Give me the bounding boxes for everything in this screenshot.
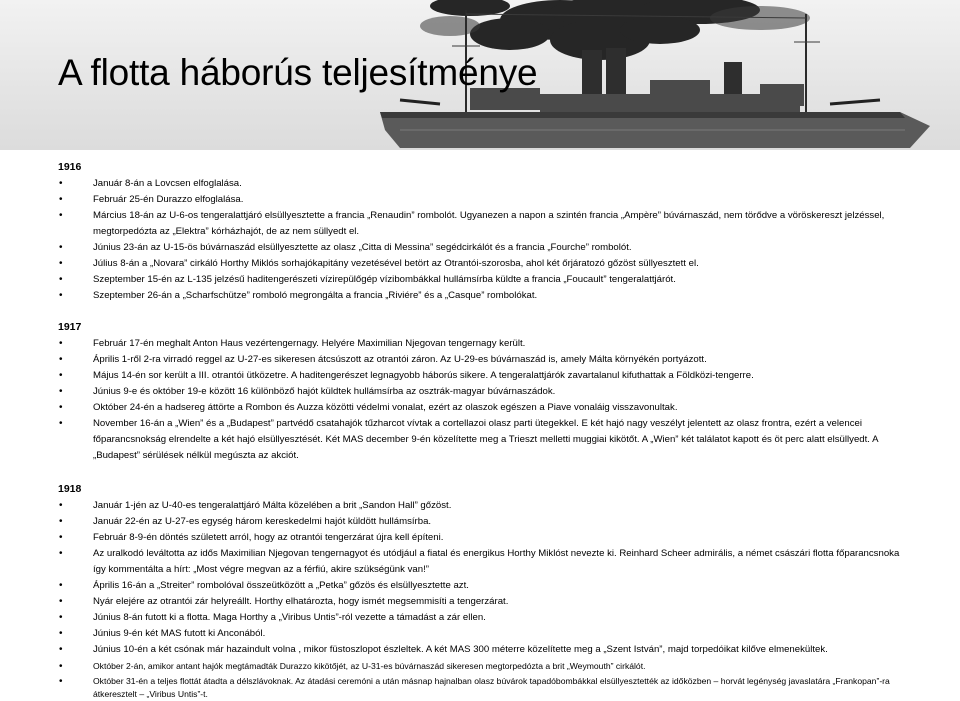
event-list: [58, 498, 908, 701]
list-item: • Október 31-én a teljes flottát átadta a délszlávoknak. Az átadási ceremóni a után másnap hajnalban olasz búvárok tapadóbombákkal elsüllyesztették az időközben – horvát legénység javaslatára „Frankopan”-ra átkeresztelt – „Viribus Untis”-t.: [58, 675, 908, 701]
year-heading: 1918: [58, 483, 82, 495]
list-item: • Július 8-án a „Novara” cirkáló Horthy Miklós sorhajókapitány vezetésével betört az Otrantói-szorosba, ahol két őrjáratozó gőzöst süllyesztett el.: [58, 256, 908, 272]
list-item: • Június 8-án futott ki a flotta. Maga Horthy a „Viribus Untis”-ról vezette a támadást a zár ellen.: [58, 610, 908, 626]
list-item: • Október 24-én a hadsereg áttörte a Rombon és Auzza közötti védelmi vonalat, ezért az olaszok egészen a Piave vonaláig visszavonultak.: [58, 400, 908, 416]
list-item: • Február 8-9-én döntés született arról, hogy az otrantói tengerzárat újra kell építeni.: [58, 530, 908, 546]
list-item: • Június 9-e és október 19-e között 16 különböző hajót küldtek hullámsírba az osztrák-magyar búvárnaszádok.: [58, 384, 908, 400]
list-item: • Január 8-án a Lovcsen elfoglalása.: [58, 176, 908, 192]
list-item: • Az uralkodó leváltotta az idős Maximilian Njegovan tengernagyot és utódjául a fiatal és energikus Horthy Miklóst nevezte ki. Reinhard Scheer admirális, a német császári flotta főparancsnoka így kommentálta a hírt: „Most végre megvan az a férfiú, akire szükségünk van!”: [58, 546, 908, 578]
list-item: • Március 18-án az U-6-os tengeralattjáró elsüllyesztette a francia „Renaudin” rombolót. Ugyanezen a napon a szintén francia „Ampère” búvárnaszád, nem törődve a vöröskereszt jelzéssel, megtorpedózta az „Elektra” kórházhajót, de az nem süllyedt el.: [58, 208, 908, 240]
list-item: • Február 17-én meghalt Anton Haus vezértengernagy. Helyére Maximilian Njegovan tengernagy került.: [58, 336, 908, 352]
list-item: • Szeptember 26-án a „Scharfschütze” romboló megrongálta a francia „Riviére” és a „Casque” rombolókat.: [58, 288, 908, 304]
event-list: [58, 336, 908, 464]
list-item: • Június 9-én két MAS futott ki Anconából.: [58, 626, 908, 642]
list-item: • Február 25-én Durazzo elfoglalása.: [58, 192, 908, 208]
page-title: A flotta háborús teljesítménye: [58, 52, 538, 93]
list-item: • Április 16-án a „Streiter” rombolóval összeütközött a „Petka” gőzös és elsüllyesztette azt.: [58, 578, 908, 594]
list-item: • Január 1-jén az U-40-es tengeralattjáró Málta közelében a brit „Sandon Hall” gőzöst.: [58, 498, 908, 514]
content-area: [58, 160, 908, 701]
list-item: • Április 1-ről 2-ra virradó reggel az U-27-es sikeresen átcsúszott az otrantói záron. Az U-29-es búvárnaszád is, amely Málta környékén portyázott.: [58, 352, 908, 368]
list-item: • November 16-án a „Wien” és a „Budapest” partvédő csatahajók tűzharcot vívtak a cortellazoi olasz parti ütegekkel. E két hajó nagy veszélyt jelentett az olasz frontra, ezért a velencei főparancsnokság elrendelte a két hajó elsüllyesztését. Két MAS december 9-én közelítette meg a Trieszt melletti muggiai kikötőt. A „Wien” két találatot kapott és öt perc alatt elsüllyedt. A „Budapest” sérülések nélkül megúszta az akciót.: [58, 416, 908, 464]
event-list: [58, 176, 908, 304]
list-item: • Június 10-én a két csónak már hazaindult volna , mikor füstoszlopot észleltek. A két MAS 300 méterre közelítette meg a „Szent István”, majd torpedóikat kilőve elmenekültek.: [58, 642, 908, 658]
header-banner: [0, 0, 960, 150]
year-heading: 1916: [58, 161, 82, 173]
list-item: • Január 22-én az U-27-es egység három kereskedelmi hajót küldött hullámsírba.: [58, 514, 908, 530]
list-item: • Június 23-án az U-15-ös búvárnaszád elsüllyesztette az olasz „Citta di Messina” segédcirkálót és a francia „Fourche” rombolót.: [58, 240, 908, 256]
list-item: • Szeptember 15-én az L-135 jelzésű haditengerészeti vízirepülőgép vízibombákkal hullámsírba küldte a francia „Foucault” tengeralattjárót.: [58, 272, 908, 288]
list-item: • Nyár elejére az otrantói zár helyreállt. Horthy elhatározta, hogy ismét megsemmisíti a tengerzárat.: [58, 594, 908, 610]
list-item: • Október 2-án, amikor antant hajók megtámadták Durazzo kikötőjét, az U-31-es búvárnaszád sikeresen megtorpedózta a brit „Weymouth” cirkálót.: [58, 660, 908, 673]
year-heading: 1917: [58, 321, 82, 333]
list-item: • Május 14-én sor került a III. otrantói ütközetre. A haditengerészet legnagyobb háborús sikere. A tengeralattjárók zavartalanul kifuthattak a Földközi-tengerre.: [58, 368, 908, 384]
